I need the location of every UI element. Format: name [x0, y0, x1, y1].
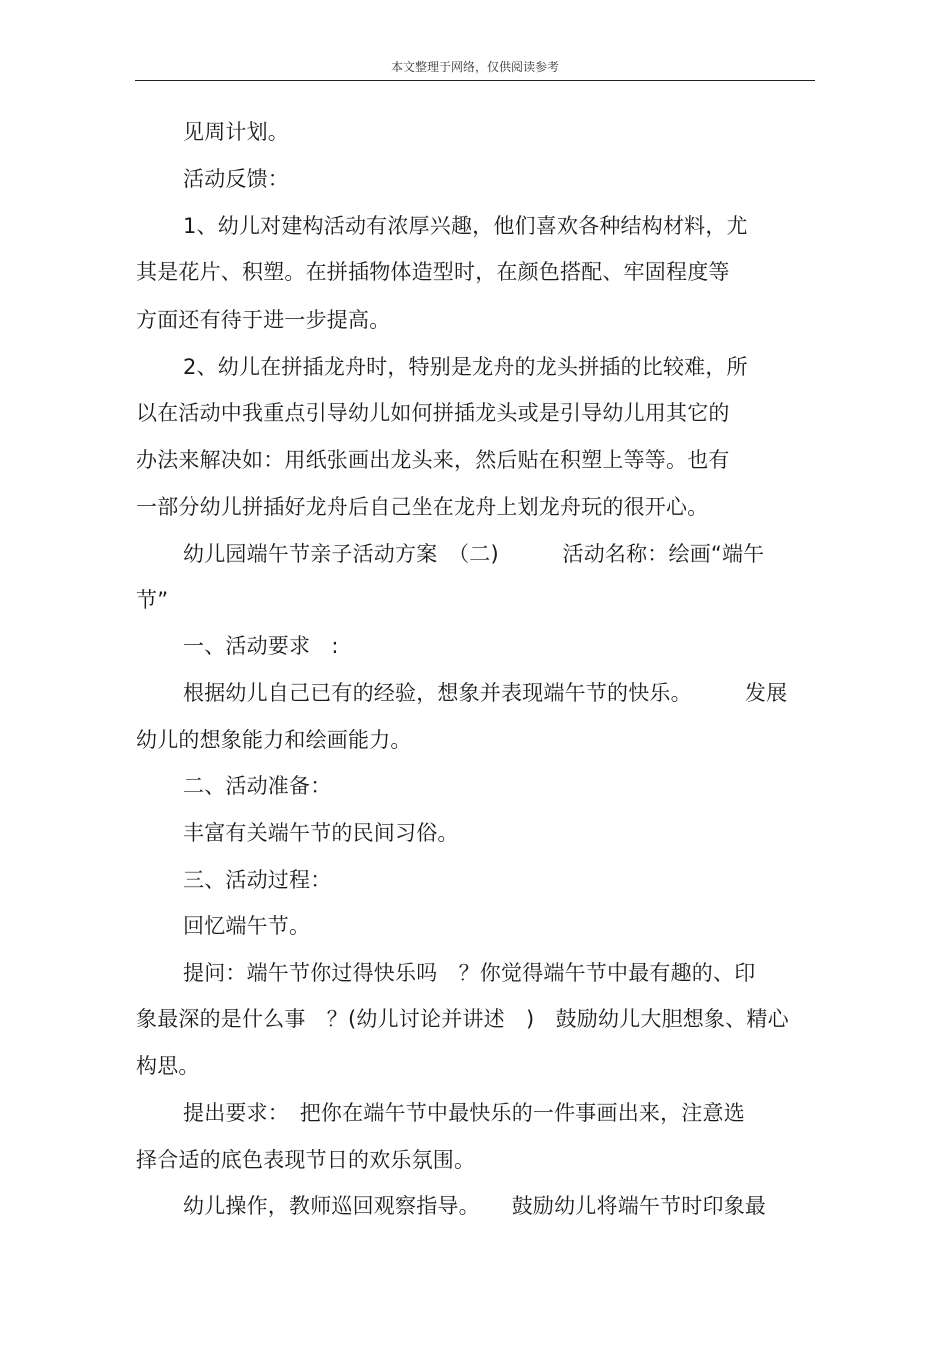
- text-line: 丰富有关端午节的民间习俗。: [183, 821, 459, 845]
- text-line: 方面还有待于进一步提高。: [136, 308, 391, 332]
- text-line: 办法来解决如：用纸张画出龙头来，然后贴在积塑上等等。也有: [136, 448, 730, 472]
- text-line: 见周计划。: [183, 120, 289, 144]
- text-line: 2、幼儿在拼插龙舟时，特别是龙舟的龙头拼插的比较难，所: [183, 355, 748, 379]
- text-line: 幼儿操作，教师巡回观察指导。 鼓励幼儿将端午节时印象最: [183, 1194, 767, 1218]
- text-line: 象最深的是什么事 ？(幼儿讨论并讲述 ) 鼓励幼儿大胆想象、精心: [136, 1007, 789, 1031]
- text-line: 回忆端午节。: [183, 914, 311, 938]
- text-line: 幼儿园端午节亲子活动方案 （二) 活动名称：绘画“端午: [183, 542, 765, 566]
- text-line: 二、活动准备：: [183, 774, 332, 798]
- text-line: 根据幼儿自己已有的经验，想象并表现端午节的快乐。 发展: [183, 681, 788, 705]
- text-line: 构思。: [136, 1054, 200, 1078]
- text-line: 提问：端午节你过得快乐吗 ？你觉得端午节中最有趣的、印: [183, 961, 756, 985]
- text-line: 一部分幼儿拼插好龙舟后自己坐在龙舟上划龙舟玩的很开心。: [136, 495, 709, 519]
- text-line: 活动反馈：: [183, 167, 289, 191]
- text-line: 三、活动过程：: [183, 868, 332, 892]
- page-header: [135, 58, 815, 81]
- text-line: 以在活动中我重点引导幼儿如何拼插龙头或是引导幼儿用其它的: [136, 401, 730, 425]
- text-line: 其是花片、积塑。在拼插物体造型时，在颜色搭配、牢固程度等: [136, 260, 730, 284]
- text-line: 幼儿的想象能力和绘画能力。: [136, 728, 412, 752]
- text-line: 提出要求： 把你在端午节中最快乐的一件事画出来，注意选: [183, 1101, 745, 1125]
- text-line: 择合适的底色表现节日的欢乐氛围。: [136, 1148, 476, 1172]
- header-note: 本文整理于网络，仅供阅读参考: [390, 60, 559, 74]
- text-line: 节”: [136, 588, 169, 612]
- text-line: 1、幼儿对建构活动有浓厚兴趣，他们喜欢各种结构材料，尤: [183, 214, 748, 238]
- text-line: 一、活动要求 :: [183, 634, 339, 658]
